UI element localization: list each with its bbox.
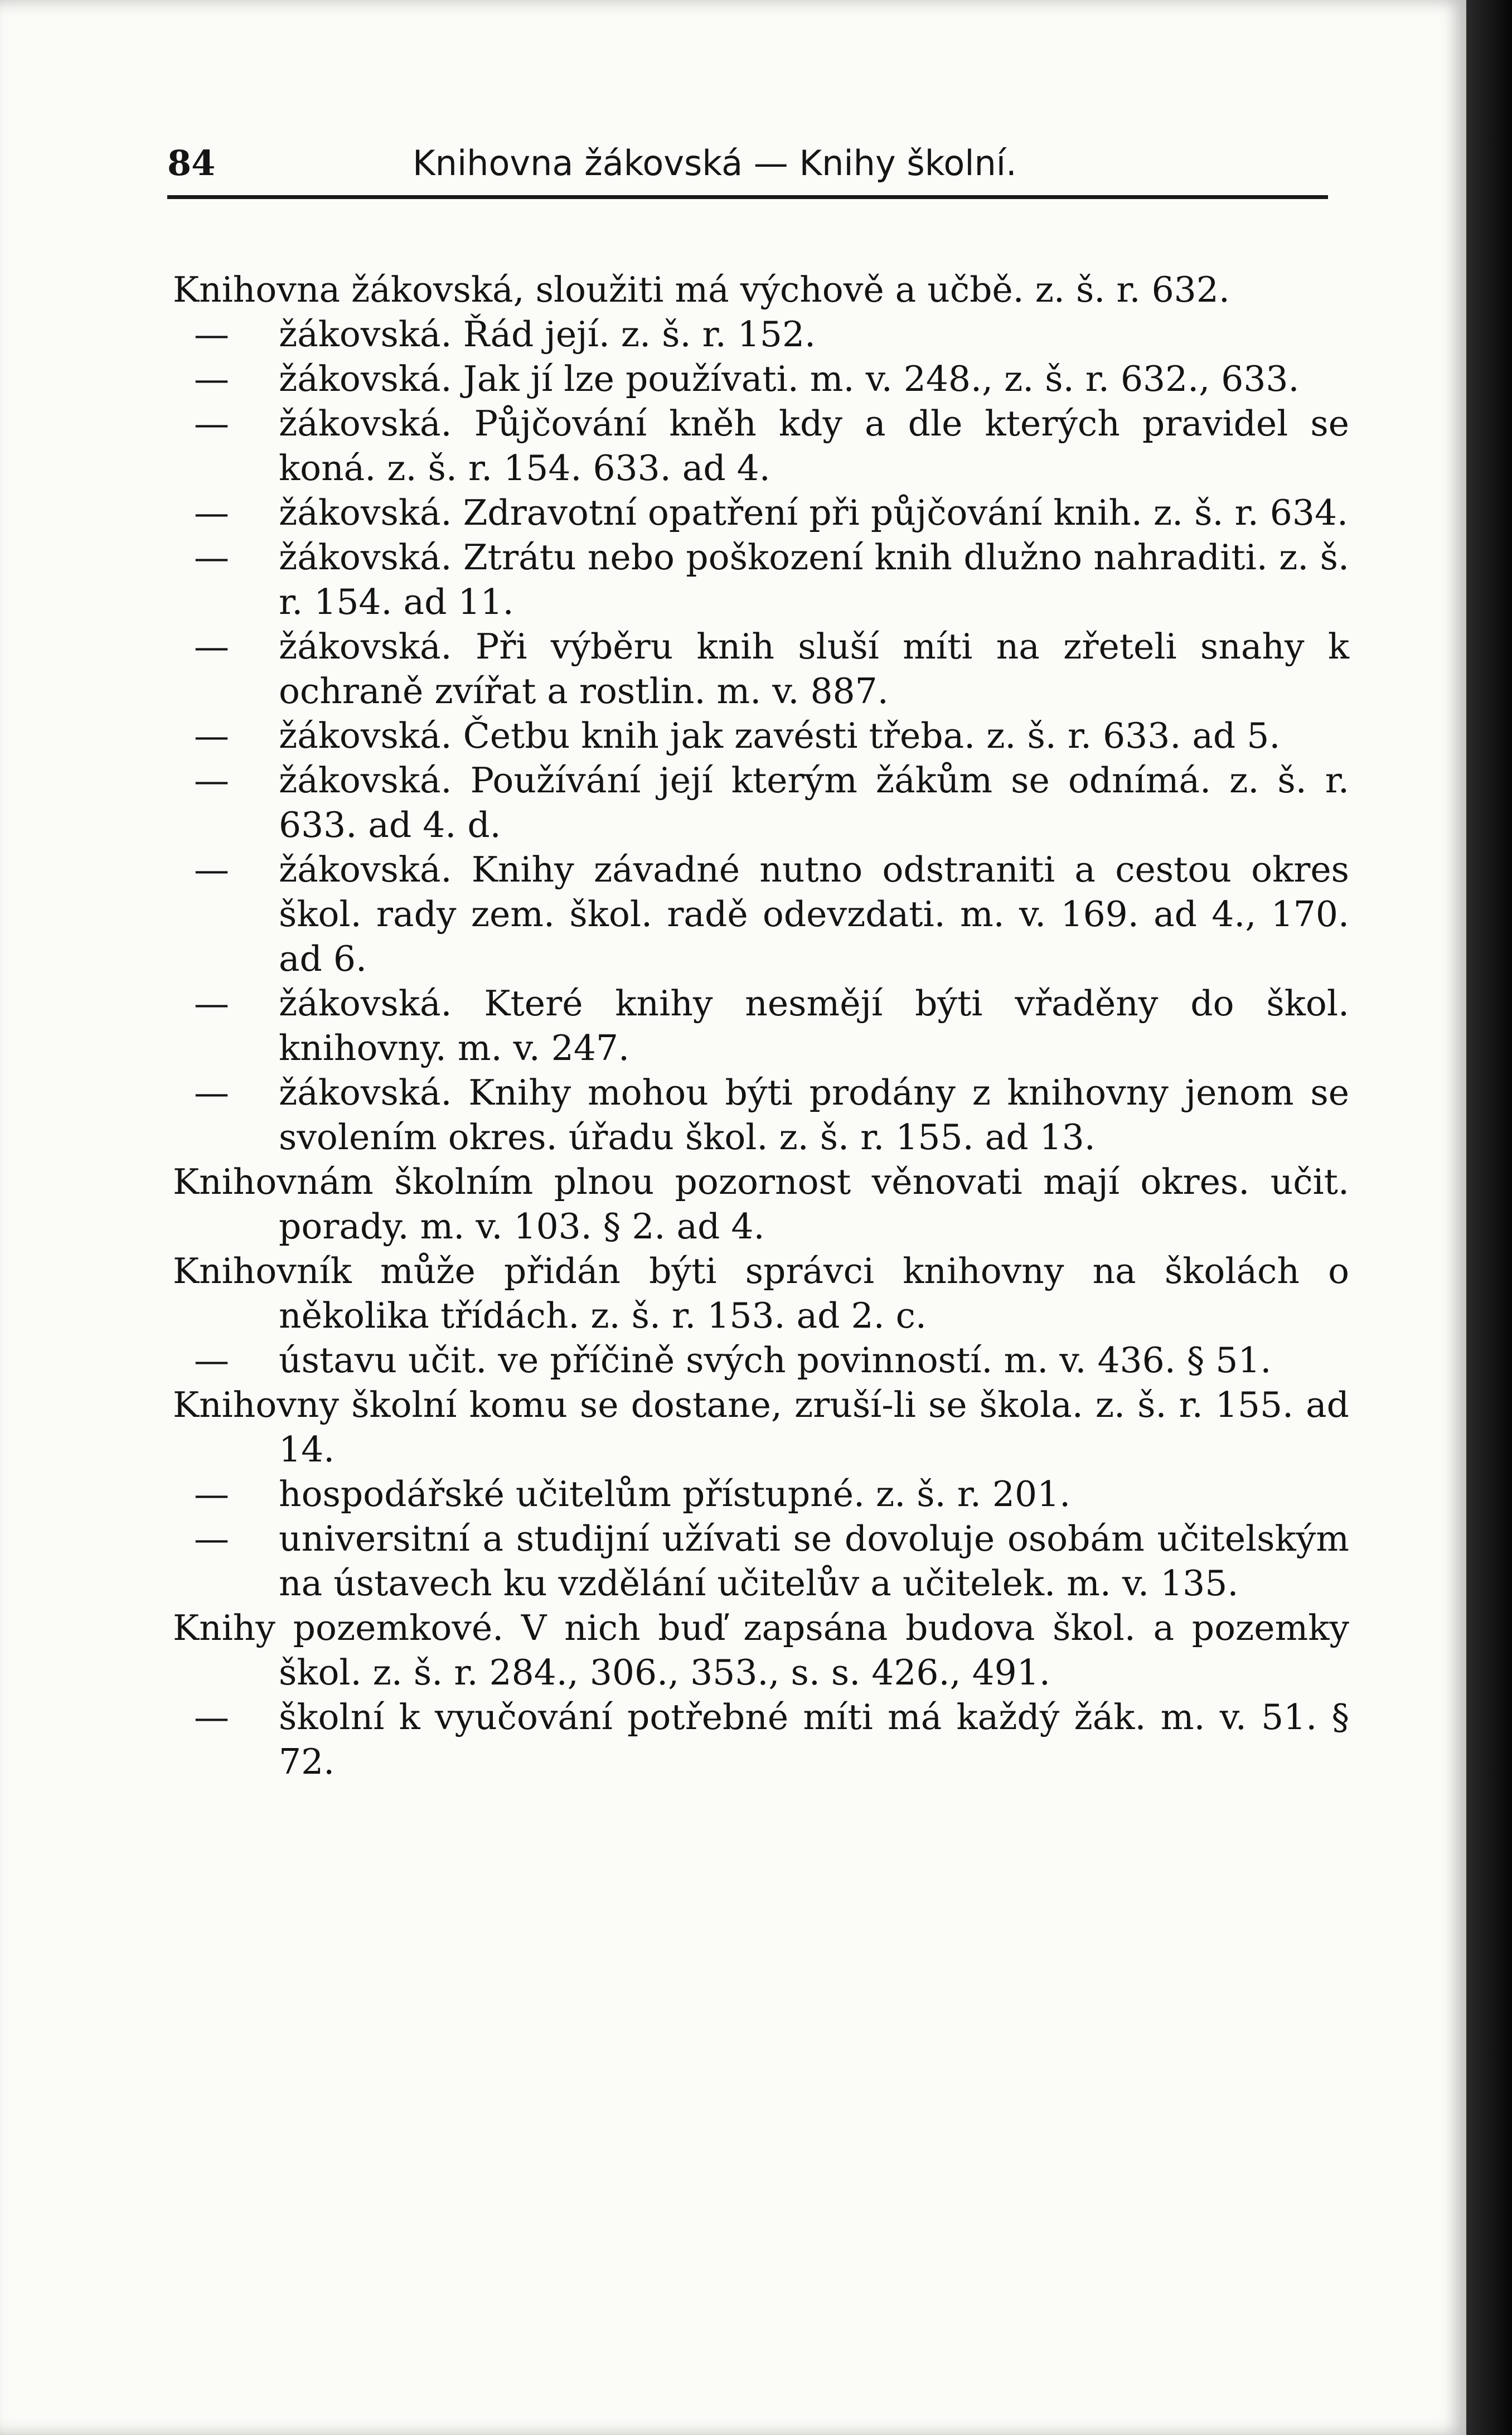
entry-text: Knihy pozemkové. V nich buď zapsána budova škol. a pozemky škol. z. š. r. 284., 306., 353., s. s. 426., 491.: [173, 1608, 1349, 1693]
index-entries: [167, 268, 1349, 1784]
entry-text: — universitní a studijní užívati se dovoluje osobám učitelským na ústavech ku vzdělání učitelův a učitelek. m. v. 135.: [279, 1518, 1349, 1604]
entry-text: — školní k vyučování potřebné míti má každý žák. m. v. 51. § 72.: [279, 1697, 1349, 1782]
index-subentry: [167, 1472, 1349, 1517]
index-subentry: [167, 714, 1349, 758]
index-subentry: [167, 491, 1349, 535]
entry-text: — žákovská. Při výběru knih sluší míti na zřeteli snahy k ochraně zvířat a rostlin. m. v. 887.: [279, 626, 1349, 711]
index-subentry: [167, 401, 1349, 491]
index-subentry: [167, 1338, 1349, 1383]
header-rule: [167, 195, 1328, 199]
entry-text: — hospodářské učitelům přístupné. z. š. r. 201.: [279, 1474, 1071, 1514]
entry-text: — žákovská. Četbu knih jak zavésti třeba. z. š. r. 633. ad 5.: [279, 715, 1281, 756]
entry-text: — žákovská. Které knihy nesmějí býti vřaděny do škol. knihovny. m. v. 247.: [279, 983, 1349, 1068]
running-title: Knihovna žákovská — Knihy školní.: [413, 143, 1017, 183]
index-subentry: [167, 758, 1349, 848]
page-header: [167, 143, 1338, 193]
entry-text: — žákovská. Knihy mohou býti prodány z knihovny jenom se svolením okres. úřadu škol. z. š. r. 155. ad 13.: [279, 1072, 1349, 1158]
entry-text: — žákovská. Zdravotní opatření při půjčování knih. z. š. r. 634.: [279, 492, 1349, 533]
entry-text: — žákovská. Půjčování kněh kdy a dle kterých pravidel se koná. z. š. r. 154. 633. ad 4.: [279, 403, 1349, 488]
index-entry: [167, 1606, 1349, 1695]
index-subentry: [167, 848, 1349, 981]
index-entry: [167, 1160, 1349, 1249]
index-subentry: [167, 1517, 1349, 1606]
index-entry: [167, 1383, 1349, 1472]
index-subentry: [167, 981, 1349, 1071]
entry-text: — ústavu učit. ve příčině svých povinností. m. v. 436. § 51.: [279, 1340, 1272, 1381]
entry-text: Knihovnám školním plnou pozornost věnovati mají okres. učit. porady. m. v. 103. § 2. ad 4.: [173, 1161, 1349, 1247]
entry-text: — žákovská. Řád její. z. š. r. 152.: [279, 314, 816, 355]
entry-text: — žákovská. Používání její kterým žákům se odnímá. z. š. r. 633. ad 4. d.: [279, 760, 1349, 845]
index-subentry: [167, 357, 1349, 401]
page-number: 84: [167, 143, 216, 183]
index-entry: [167, 268, 1349, 312]
entry-text: Knihovna žákovská, sloužiti má výchově a učbě. z. š. r. 632.: [173, 269, 1230, 310]
index-entry: [167, 1249, 1349, 1338]
page-edge-shadow: [1466, 0, 1512, 2435]
entry-text: — žákovská. Knihy závadné nutno odstraniti a cestou okres škol. rady zem. škol. radě odevzdati. m. v. 169. ad 4., 170. ad 6.: [279, 849, 1349, 979]
entry-text: Knihovník může přidán býti správci knihovny na školách o několika třídách. z. š. r. 153. ad 2. c.: [173, 1251, 1349, 1336]
entry-text: Knihovny školní komu se dostane, zruší-li se škola. z. š. r. 155. ad 14.: [173, 1384, 1349, 1470]
index-subentry: [167, 625, 1349, 714]
index-subentry: [167, 535, 1349, 625]
index-subentry: [167, 1695, 1349, 1784]
index-subentry: [167, 312, 1349, 357]
entry-text: — žákovská. Ztrátu nebo poškození knih dlužno nahraditi. z. š. r. 154. ad 11.: [279, 537, 1349, 622]
entry-text: — žákovská. Jak jí lze používati. m. v. 248., z. š. r. 632., 633.: [279, 359, 1300, 399]
index-subentry: [167, 1071, 1349, 1160]
